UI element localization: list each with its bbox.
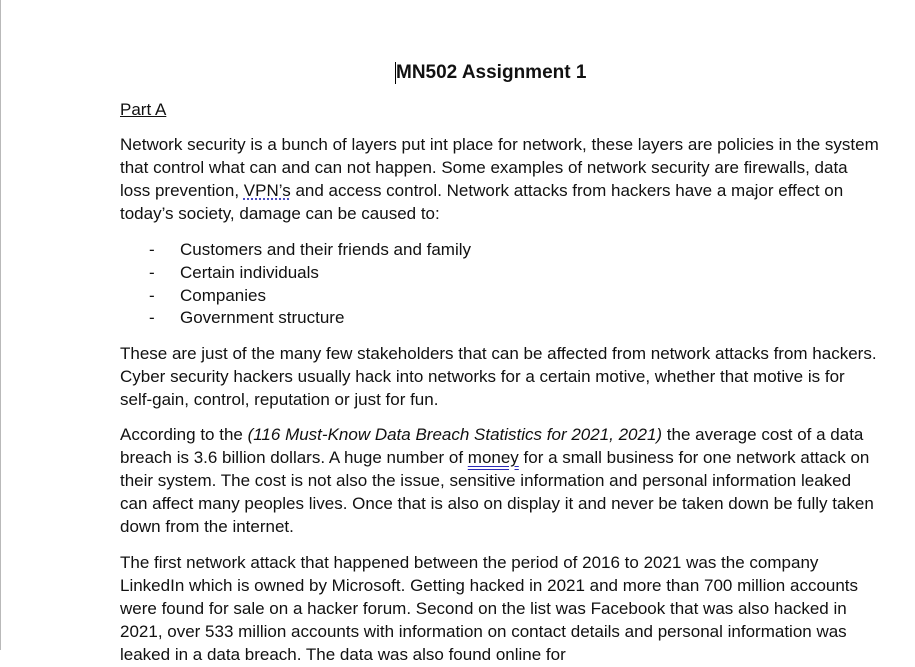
- list-item-text: Government structure: [180, 308, 345, 328]
- paragraph-text: Network security is a bunch of layers put int place for network, these layers are policies in the system that control what can and can not happen. Some examples of network security are firewalls, data loss prevention,: [120, 135, 879, 200]
- list-item-text: Certain individuals: [180, 262, 319, 282]
- paragraph-network-security[interactable]: [120, 134, 880, 226]
- list-item[interactable]: [120, 239, 820, 262]
- page-left-edge: [0, 0, 1, 650]
- list-item[interactable]: [120, 285, 820, 308]
- list-item[interactable]: [120, 307, 820, 330]
- spellcheck-flagged-word[interactable]: VPN’s: [243, 180, 291, 200]
- paragraph-text: According to the: [120, 425, 248, 444]
- paragraph-text: the average cost of a data breach is 3.6 billion dollars. A huge number of: [120, 425, 864, 467]
- stakeholder-list: [120, 239, 820, 330]
- citation: (116 Must-Know Data Breach Statistics for 2021, 2021): [247, 425, 663, 444]
- paragraph-breach-cost[interactable]: [120, 424, 880, 539]
- section-heading-part-a[interactable]: Part A: [120, 100, 167, 119]
- paragraph-attack-history[interactable]: The first network attack that happened between the period of 2016 to 2021 was the company LinkedIn which is owned by Microsoft. Getting hacked in 2021 and more than 700 million accounts were found for sale on a hacker forum. Second on the list was Facebook that was also hacked in 2021, over 533 million accounts with information on contact details and personal information was leaked in a data breach. The data was also found online for: [120, 553, 859, 664]
- list-item[interactable]: [120, 262, 820, 285]
- grammar-flagged-word[interactable]: money: [467, 447, 519, 467]
- bullet-dash: -: [149, 262, 155, 282]
- paragraph-stakeholders[interactable]: These are just of the many few stakeholders that can be affected from network attacks from hackers. Cyber security hackers usually hack into networks for a certain motive, whether that motive is for self-gain, control, reputation or just for fun.: [120, 344, 877, 409]
- paragraph-text: for a small business for one network attack on their system. The cost is not also the issue, sensitive information and personal information leaked can affect many peoples lives. Once that is also on display it and never be taken down be fully taken down from the internet.: [120, 447, 874, 536]
- bullet-dash: -: [149, 308, 155, 328]
- paragraph-text: and access control. Network attacks from hackers have a major effect on today’s society, damage can be caused to:: [120, 180, 844, 223]
- bullet-dash: -: [149, 285, 155, 305]
- document-title[interactable]: MN502 Assignment 1: [396, 62, 587, 83]
- list-item-text: Companies: [180, 285, 266, 305]
- bullet-dash: -: [149, 240, 155, 259]
- list-item-text: Customers and their friends and family: [180, 240, 472, 259]
